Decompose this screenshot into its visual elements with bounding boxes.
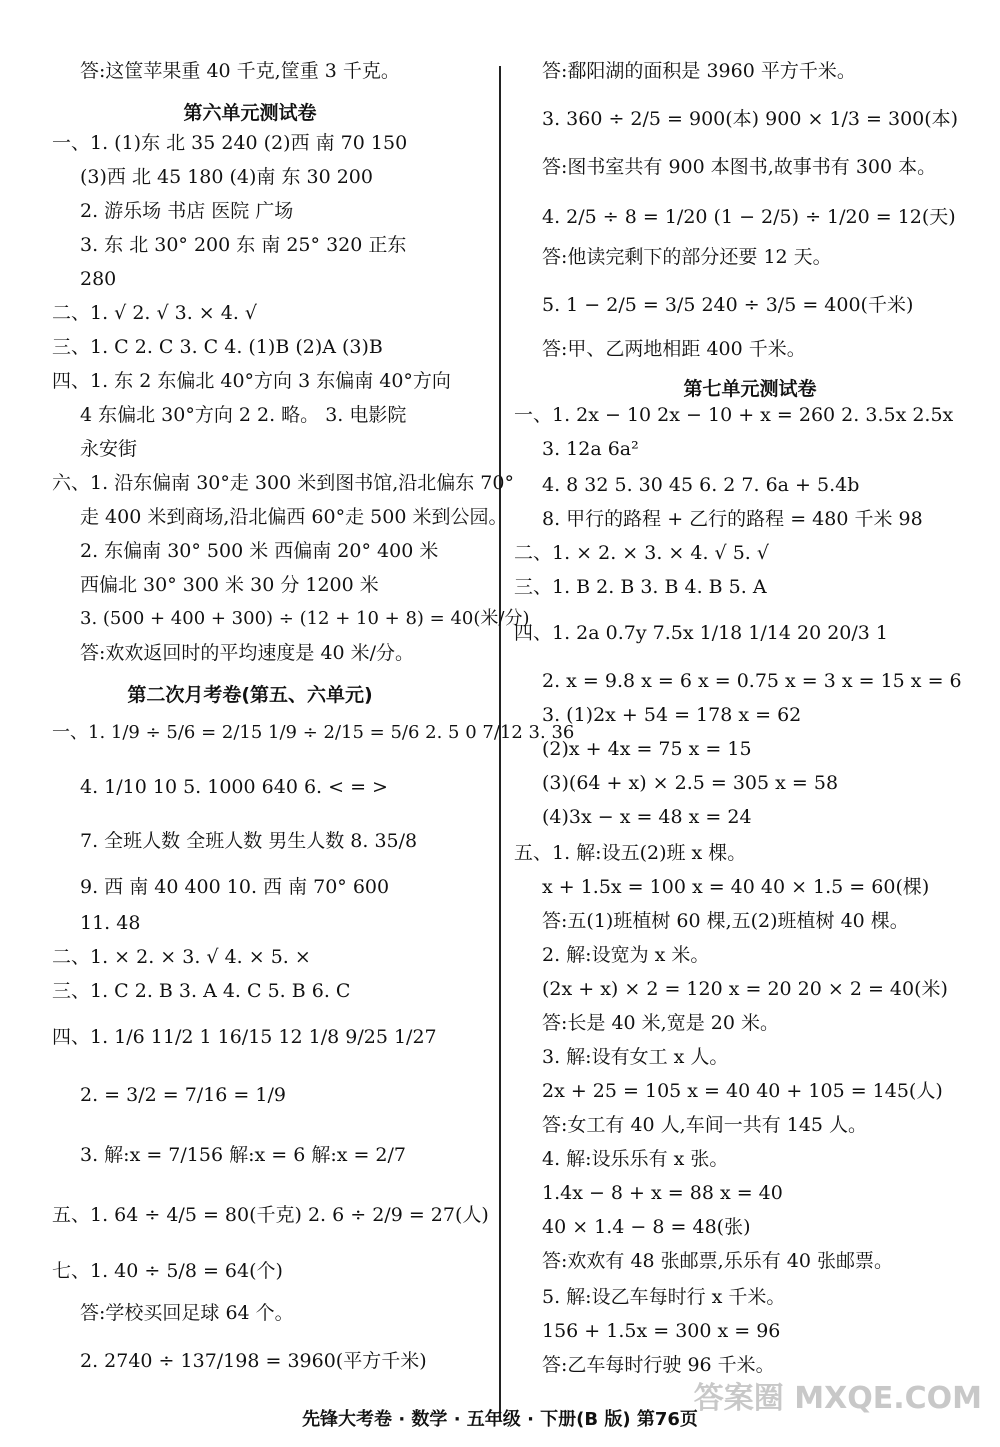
answer-line: (2x + x) × 2 = 120 x = 20 20 × 2 = 40(米) bbox=[542, 978, 948, 1000]
answer-line: 9. 西 南 40 400 10. 西 南 70° 600 bbox=[80, 876, 390, 898]
answer-line: 3. 东 北 30° 200 东 南 25° 320 正东 bbox=[80, 234, 407, 256]
answer-line: 2. x = 9.8 x = 6 x = 0.75 x = 3 x = 15 x = 6 bbox=[542, 670, 962, 692]
answer-line: 永安街 bbox=[80, 438, 138, 460]
answer-line: 3. (500 + 400 + 300) ÷ (12 + 10 + 8) = 40(米/分) bbox=[80, 608, 530, 629]
answer-line: 二、1. × 2. × 3. √ 4. × 5. × bbox=[52, 946, 311, 968]
answer-line: (4)3x − x = 48 x = 24 bbox=[542, 806, 752, 828]
section-title-exam2: 第二次月考卷(第五、六单元) bbox=[127, 684, 373, 706]
answer-line: 4. 2/5 ÷ 8 = 1/20 (1 − 2/5) ÷ 1/20 = 12(天) bbox=[542, 206, 956, 228]
answer-line: 四、1. 2a 0.7y 7.5x 1/18 1/14 20 20/3 1 bbox=[514, 622, 889, 644]
answer-line: 四、1. 东 2 东偏北 40°方向 3 东偏南 40°方向 bbox=[52, 370, 451, 392]
answer-line: 答:五(1)班植树 60 棵,五(2)班植树 40 棵。 bbox=[542, 910, 909, 932]
answer-line: 走 400 米到商场,沿北偏西 60°走 500 米到公园。 bbox=[80, 506, 508, 528]
answer-line: 1.4x − 8 + x = 88 x = 40 bbox=[542, 1182, 783, 1204]
answer-line: 3. 解:x = 7/156 解:x = 6 解:x = 2/7 bbox=[80, 1144, 407, 1166]
answer-line: 2. 解:设宽为 x 米。 bbox=[542, 944, 710, 966]
answer-line: 280 bbox=[80, 268, 117, 290]
answer-line: 二、1. × 2. × 3. × 4. √ 5. √ bbox=[514, 542, 769, 564]
answer-line: 2. 2740 ÷ 137/198 = 3960(平方千米) bbox=[80, 1350, 427, 1372]
answer-line: 2. 游乐场 书店 医院 广场 bbox=[80, 200, 294, 222]
answer-line: 三、1. B 2. B 3. B 4. B 5. A bbox=[514, 576, 767, 598]
answer-line: 4. 解:设乐乐有 x 张。 bbox=[542, 1148, 729, 1170]
answer-line: 答:长是 40 米,宽是 20 米。 bbox=[542, 1012, 779, 1034]
answer-line: 40 × 1.4 − 8 = 48(张) bbox=[542, 1216, 751, 1238]
answer-line: 4. 1/10 10 5. 1000 640 6. < = > bbox=[80, 776, 388, 798]
right-column bbox=[500, 0, 1000, 1447]
answer-line: (2)x + 4x = 75 x = 15 bbox=[542, 738, 752, 760]
answer-line: 2. = 3/2 = 7/16 = 1/9 bbox=[80, 1084, 286, 1106]
answer-line: 156 + 1.5x = 300 x = 96 bbox=[542, 1320, 781, 1342]
answer-line: 3. 360 ÷ 2/5 = 900(本) 900 × 1/3 = 300(本) bbox=[542, 108, 959, 130]
section-title-unit6: 第六单元测试卷 bbox=[183, 102, 317, 124]
answer-line: 5. 解:设乙车每时行 x 千米。 bbox=[542, 1286, 786, 1308]
watermark-logo: 答案圈 MXQE.COM bbox=[693, 1381, 982, 1416]
answer-line: 答:甲、乙两地相距 400 千米。 bbox=[542, 338, 806, 360]
answer-line: 5. 1 − 2/5 = 3/5 240 ÷ 3/5 = 400(千米) bbox=[542, 294, 914, 316]
page-footer: 先锋大考卷 · 数学 · 五年级 · 下册(B 版) 第76页 bbox=[302, 1409, 698, 1430]
answer-line: 3. (1)2x + 54 = 178 x = 62 bbox=[542, 704, 802, 726]
section-title-unit7: 第七单元测试卷 bbox=[683, 378, 817, 400]
answer-line: 答:他读完剩下的部分还要 12 天。 bbox=[542, 246, 832, 268]
answer-line: 一、1. 1/9 ÷ 5/6 = 2/15 1/9 ÷ 2/15 = 5/6 2. 5 0 7/12 3. 36 bbox=[52, 722, 575, 743]
answer-line: 3. 解:设有女工 x 人。 bbox=[542, 1046, 729, 1068]
answer-line: 11. 48 bbox=[80, 912, 141, 934]
answer-line: 三、1. C 2. B 3. A 4. C 5. B 6. C bbox=[52, 980, 351, 1002]
answer-line: 答:学校买回足球 64 个。 bbox=[80, 1302, 294, 1324]
answer-line: 五、1. 解:设五(2)班 x 棵。 bbox=[514, 842, 747, 864]
answer-line: (3)西 北 45 180 (4)南 东 30 200 bbox=[80, 166, 373, 188]
answer-line: 答:图书室共有 900 本图书,故事书有 300 本。 bbox=[542, 156, 937, 178]
answer-line: 7. 全班人数 全班人数 男生人数 8. 35/8 bbox=[80, 830, 418, 852]
answer-line: 答:这筐苹果重 40 千克,筐重 3 千克。 bbox=[80, 60, 400, 82]
answer-line: 六、1. 沿东偏南 30°走 300 米到图书馆,沿北偏东 70° bbox=[52, 472, 514, 494]
answer-line: 2. 东偏南 30° 500 米 西偏南 20° 400 米 bbox=[80, 540, 439, 562]
answer-line: 答:欢欢有 48 张邮票,乐乐有 40 张邮票。 bbox=[542, 1250, 893, 1272]
answer-line: 4 东偏北 30°方向 2 2. 略。 3. 电影院 bbox=[80, 404, 407, 426]
answer-line: 西偏北 30° 300 米 30 分 1200 米 bbox=[80, 574, 379, 596]
answer-line: 七、1. 40 ÷ 5/8 = 64(个) bbox=[52, 1260, 283, 1282]
answer-line: 三、1. C 2. C 3. C 4. (1)B (2)A (3)B bbox=[52, 336, 383, 358]
answer-line: 答:乙车每时行驶 96 千米。 bbox=[542, 1354, 775, 1376]
answer-line: 一、1. (1)东 北 35 240 (2)西 南 70 150 bbox=[52, 132, 408, 154]
answer-line: 二、1. √ 2. √ 3. × 4. √ bbox=[52, 302, 258, 324]
answer-line: (3)(64 + x) × 2.5 = 305 x = 58 bbox=[542, 772, 839, 794]
answer-line: x + 1.5x = 100 x = 40 40 × 1.5 = 60(棵) bbox=[542, 876, 930, 898]
answer-line: 一、1. 2x − 10 2x − 10 + x = 260 2. 3.5x 2.5x bbox=[514, 404, 954, 426]
answer-line: 五、1. 64 ÷ 4/5 = 80(千克) 2. 6 ÷ 2/9 = 27(人) bbox=[52, 1204, 489, 1226]
answer-line: 4. 8 32 5. 30 45 6. 2 7. 6a + 5.4b bbox=[542, 474, 860, 496]
answer-line: 答:欢欢返回时的平均速度是 40 米/分。 bbox=[80, 642, 415, 664]
answer-line: 答:鄱阳湖的面积是 3960 平方千米。 bbox=[542, 60, 856, 82]
answer-line: 8. 甲行的路程 + 乙行的路程 = 480 千米 98 bbox=[542, 508, 923, 530]
answer-line: 3. 12a 6a² bbox=[542, 438, 639, 460]
answer-line: 四、1. 1/6 11/2 1 16/15 12 1/8 9/25 1/27 bbox=[52, 1026, 437, 1048]
answer-line: 2x + 25 = 105 x = 40 40 + 105 = 145(人) bbox=[542, 1080, 943, 1102]
answer-line: 答:女工有 40 人,车间一共有 145 人。 bbox=[542, 1114, 868, 1136]
